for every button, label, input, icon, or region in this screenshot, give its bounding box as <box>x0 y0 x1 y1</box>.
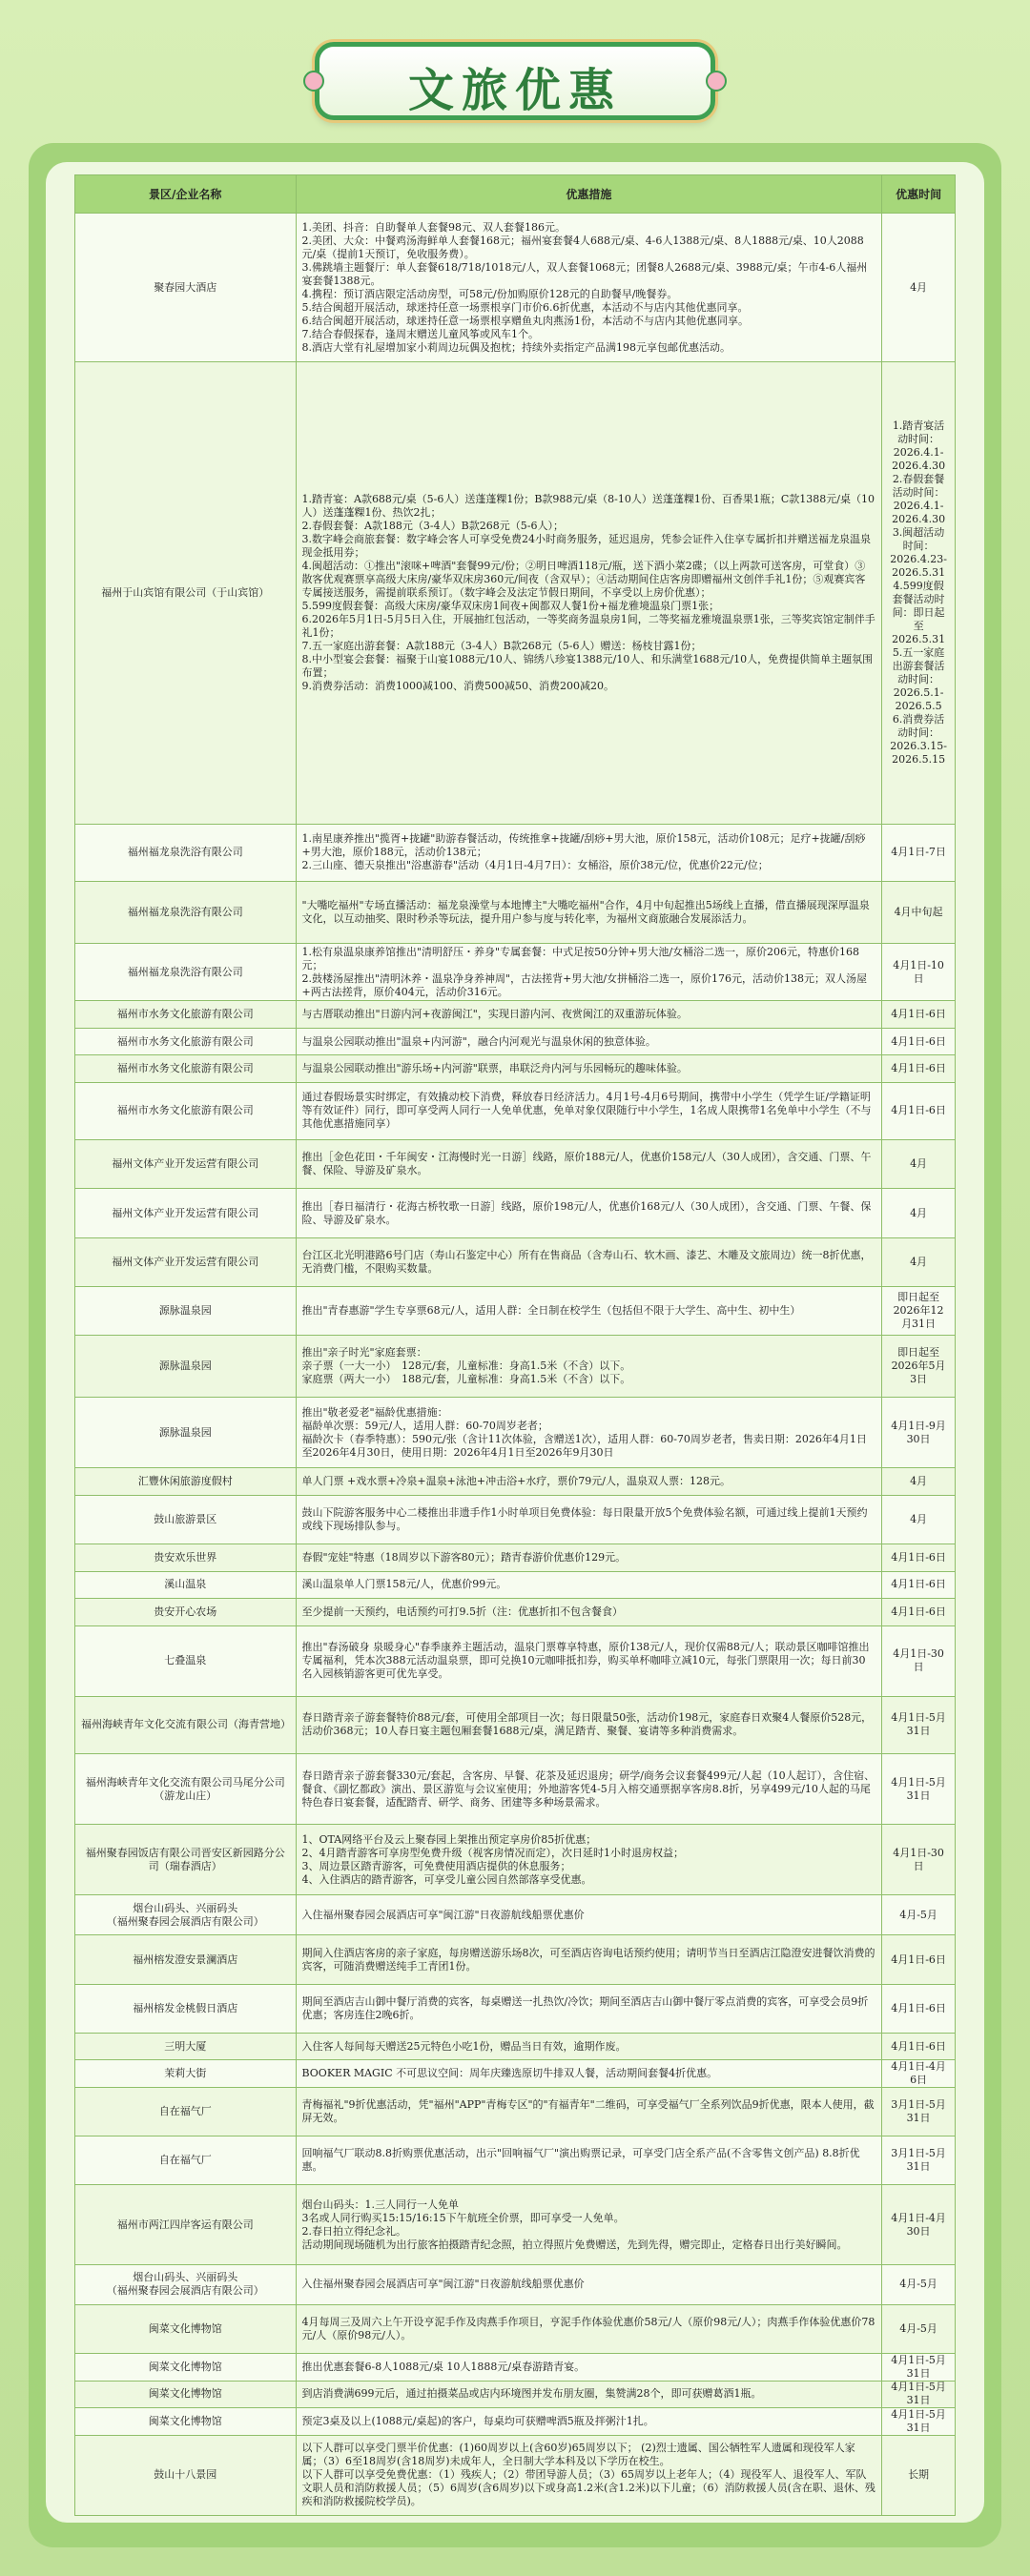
entity-name: 聚春园大酒店 <box>75 214 297 361</box>
table-row <box>75 1572 955 1599</box>
entity-name: 源脉温泉园 <box>75 1398 297 1467</box>
discount-period: 4月1日-30日 <box>893 1846 944 1872</box>
entity-name: 溪山温泉 <box>75 1572 297 1598</box>
entity-name: 福州海峡青年文化交流有限公司（海青营地） <box>75 1697 297 1753</box>
entity-name: 闽菜文化博物馆 <box>75 2408 297 2434</box>
discount-measures: 春假"宠娃"特惠（18周岁以下游客80元）；踏青春游价优惠价129元。 <box>297 1544 883 1570</box>
discount-period: 4月-5月 <box>882 2265 955 2304</box>
discount-measures: 以下人群可以享受门票半价优惠：(1)60周岁以上(含60岁)65周岁以下； (2)烈士遗属、国公牺牲军人遗属和现役军人家属；（3）6至18周岁(含18周岁)未成年人，全日制大学本科及以下学历在校生。 以下人群可以享受免费优惠：（1）残疾人；（2）带团导游人员；（3）65周岁以上老年人；（4）现役军人、退役军人、军队文职人员和消防救援人员；（5）6周岁(含6周岁)以下或身高1.2米(含1.2米)以下儿童；（6）消防救援人员(含在职、退休、残疾和消防救援院校学员)。 <box>297 2436 883 2515</box>
discount-period: 4月1日-6日 <box>891 1952 946 1966</box>
discount-period: 4月1日-5月31日 <box>882 2354 955 2380</box>
discount-period: 即日起至 2026年12月31日 <box>882 1287 955 1335</box>
table-row <box>75 1468 955 1495</box>
discount-measures: 推出"敬老爱老"福龄优惠措施： 福龄单次票：59元/人，适用人群：60-70周岁老者； 福龄次卡（春季特惠）：590元/张（含计11次体验，含赠送1次），适用人群：60-70周岁老者，售卖日期：2026年4月1日至2026年4月30日，使用日期：2026年4月1日至2026年9月30日 <box>297 1398 883 1467</box>
table-row <box>75 1001 955 1028</box>
entity-name: 福州榕发金桃假日酒店 <box>75 1985 297 2033</box>
header-measures: 优惠措施 <box>297 175 883 213</box>
discount-measures: 1.美团、抖音：自助餐单人套餐98元、双人套餐186元。 2.美团、大众：中餐鸡汤海鲜单人套餐168元；福州宴套餐4人688元/桌、4-6人1388元/桌、8人1888元/桌、10人2088元/桌（提前1天预订，免收服务费）。 3.佛跳墙主题餐厅：单人套餐618/718/1018元/人，双人套餐1068元；团餐8人2688元/桌、3988元/桌；午市4-6人福州宴套餐1388元。 4.携程：预订酒店限定活动房型，可58元/份加购原价128元的自助餐早/晚餐券。 5.结合闽超开展活动，球迷持任意一场票根享门市价6.6折优惠，本活动不与店内其他优惠同享。 6.结合闽超开展活动，球迷持任意一场票根享赠鱼丸肉燕汤1份，本活动不与店内其他优惠同享。 7.结合春假探春，逢周末赠送儿童风筝或风车1个。 8.酒店大堂有礼屋增加家小莉周边玩偶及抱枕；持续外卖指定产品满198元享包邮优惠活动。 <box>297 214 883 361</box>
table-row <box>75 1496 955 1544</box>
table-row <box>75 825 955 882</box>
discount-period: 1.踏青宴活动时间： 2026.4.1-2026.4.30 2.春假套餐活动时间： 2026.4.1-2026.4.30 3.闽超活动时间： 2026.4.23-2026.5.31 4.599度假套餐活动时间：即日起至2026.5.31 5.五一家庭出游套餐活动时间： 2026.5.1-2026.5.5 6.消费券活动时间： 2026.3.15-2026.5.15 <box>890 419 947 766</box>
table-row <box>75 2034 955 2060</box>
entity-name: 福州榕发澄安景澜酒店 <box>75 1935 297 1983</box>
discount-measures: 春日踏青亲子游套餐330元/套起，含客房、早餐、花茶及延迟退房；研学/商务会议套餐499元/人起（10人起订），含住宿、餐食、《副忆都政》演出、景区游览与会议室使用；外地游客凭4-5月入榕交通票据享客房8.8折，另享499元/10人起的马尾特色春日宴套餐，适配踏青、研学、商务、团建等多种场景需求。 <box>297 1754 883 1824</box>
entity-name: 茉莉大街 <box>75 2060 297 2086</box>
discount-period: 4月1日-6日 <box>891 2039 946 2053</box>
entity-name: 福州于山宾馆有限公司（于山宾馆） <box>75 362 297 823</box>
discount-measures: 1、OTA网络平台及云上聚春园上架推出预定享房价85折优惠； 2、4月踏青游客可享房型免费升级（视客房情况而定），次日延时1小时退房权益； 3、周边景区踏青游客，可免费使用酒店提供的休息服务； 4、入住酒店的踏青游客，可享受儿童公园自然部落享受优惠。 <box>297 1825 883 1894</box>
discount-period: 4月1日-4月6日 <box>882 2060 955 2086</box>
discount-measures: 4月每周三及周六上午开设亨泥手作及肉燕手作项目，亨泥手作体验优惠价58元/人（原价98元/人）；肉燕手作体验优惠价78元/人（原价98元/人）。 <box>297 2305 883 2353</box>
discount-period: 4月1日-6日 <box>891 1605 946 1618</box>
table-row <box>75 1697 955 1754</box>
discount-period: 4月1日-5月31日 <box>891 2381 946 2407</box>
table-row <box>75 1626 955 1697</box>
discount-measures: 推出优惠套餐6-8人1088元/桌 10人1888元/桌春游踏青宴。 <box>297 2354 883 2380</box>
discount-period: 4月 <box>882 1496 955 1544</box>
discount-measures: 青梅福礼"9折优惠活动，凭"福州"APP"青梅专区"的"有福青年"二维码，可享受福气厂全系列饮品9折优惠，限本人使用，截屏无效。 <box>297 2088 883 2136</box>
entity-name: 三明大厦 <box>75 2034 297 2059</box>
discount-period: 4月1日-4月30日 <box>891 2211 946 2238</box>
discount-period: 4月中旬起 <box>894 905 943 918</box>
discount-measures: 入住福州聚春园会展酒店可享"闽江游"日夜游航线船票优惠价 <box>297 2265 883 2304</box>
entity-name: 鼓山十八景园 <box>75 2436 297 2515</box>
table-row <box>75 2136 955 2185</box>
discount-period: 4月1日-6日 <box>891 1062 946 1075</box>
discount-measures: 至少提前一天预约，电话预约可打9.5折（注：优惠折扣不包含餐食） <box>297 1599 883 1625</box>
discount-period: 长期 <box>908 2468 930 2482</box>
discount-measures: 期间至酒店吉山御中餐厅消费的宾客，每桌赠送一扎热饮/冷饮；期间至酒店吉山御中餐厅零点消费的宾客，可享受会员9折优惠；客房连住2晚6折。 <box>297 1985 883 2033</box>
discount-period: 4月1日-5月31日 <box>882 2408 955 2434</box>
discount-period: 4月1日-10日 <box>882 944 955 1000</box>
discount-period: 4月1日-6日 <box>882 1029 955 1054</box>
discount-period: 4月 <box>910 1475 928 1488</box>
discount-measures: 烟台山码头：1.三人同行一人免单 3名或人同行购买15:15/16:15下午航班全价票，即可享受一人免单。 2.春日拍立得纪念礼。 活动期间现场随机为出行旅客拍摄踏青纪念照，拍立得照片免费赠送，先到先得，赠完即止，定格春日出行美好瞬间。 <box>297 2185 883 2263</box>
discount-measures: 与温泉公园联动推出"游乐场+内河游"联票，串联泛舟内河与乐园畅玩的趣味体验。 <box>297 1055 883 1081</box>
discount-measures: 台江区北光明港路6号门店（寿山石鉴定中心）所有在售商品（含寿山石、软木画、漆艺、木雕及文旅周边）统一8折优惠，无消费门槛，不限购买数量。 <box>297 1238 883 1286</box>
entity-name: 福州市水务文化旅游有限公司 <box>75 1029 297 1054</box>
table-row <box>75 1935 955 1984</box>
table-row <box>75 362 955 824</box>
entity-name: 烟台山码头、兴丽码头 （福州聚春园会展酒店有限公司） <box>75 2265 297 2304</box>
table-row <box>75 2408 955 2435</box>
discount-period: 3月1日-5月31日 <box>882 2136 955 2184</box>
discount-measures: 推出［金色花田・千年闽安・江海慢时光一日游］线路，原价188元/人，优惠价158元/人（30人成团），含交通、门票、午餐、保险、导游及矿泉水。 <box>297 1140 883 1188</box>
entity-name: 贵安欢乐世界 <box>75 1544 297 1570</box>
table-row <box>75 1599 955 1625</box>
discount-period: 4月1日-5月31日 <box>891 1711 946 1738</box>
table-row <box>75 1055 955 1082</box>
entity-name: 福州海峡青年文化交流有限公司马尾分公司（游龙山庄） <box>75 1754 297 1824</box>
table-row <box>75 944 955 1001</box>
discount-measures: 春日踏青亲子游套餐特价88元/套，可使用全部项目一次；每日限量50张，活动价198元，家庭春日欢聚4人餐原价528元，活动价368元；10人春日宴主题包厢套餐1688元/桌，满足踏青、聚餐、宴请等多种消费需求。 <box>297 1697 883 1753</box>
entity-name: 福州市水务文化旅游有限公司 <box>75 1055 297 1081</box>
entity-name: 汇豐休闲旅游度假村 <box>75 1468 297 1494</box>
discount-period: 4月1日-30日 <box>882 1626 955 1696</box>
table-row <box>75 2305 955 2354</box>
table-row <box>75 2382 955 2408</box>
entity-name: 福州市水务文化旅游有限公司 <box>75 1001 297 1027</box>
discount-period: 4月1日-7日 <box>882 825 955 881</box>
table-row <box>75 1336 955 1398</box>
table-row <box>75 1985 955 2034</box>
table-row <box>75 2265 955 2305</box>
table-row <box>75 1189 955 1237</box>
entity-name: 贵安开心农场 <box>75 1599 297 1625</box>
discount-period: 4月1日-5月31日 <box>882 1754 955 1824</box>
table-row <box>75 1544 955 1571</box>
discount-measures: 预定3桌及以上(1088元/桌起)的客户，每桌均可获赠啤酒5瓶及拌粥汁1扎。 <box>297 2408 883 2434</box>
discount-period: 4月1日-6日 <box>891 1550 946 1564</box>
discount-period: 4月1日-6日 <box>882 1083 955 1139</box>
entity-name: 闽菜文化博物馆 <box>75 2354 297 2380</box>
table-row <box>75 1825 955 1895</box>
entity-name: 福州聚春园饭店有限公司晋安区新园路分公司（瑞春酒店） <box>75 1825 297 1894</box>
entity-name: 自在福气厂 <box>75 2088 297 2136</box>
discount-period: 4月-5月 <box>899 2321 937 2335</box>
table-row <box>75 2185 955 2264</box>
discount-measures: 推出"亲子时光"家庭套票： 亲子票（一大一小） 128元/套，儿童标准：身高1.5米（不含）以下。 家庭票（两大一小） 188元/套，儿童标准：身高1.5米（不含）以下。 <box>297 1336 883 1397</box>
discount-measures: "大嘴吃福州"专场直播活动：福龙泉澡堂与本地博主"大嘴吃福州"合作，4月中旬起推出5场线上直播，借直播展现深厚温泉文化，以互动抽奖、限时秒杀等玩法，提升用户参与度与转化率，为福州文商旅融合发展添活力。 <box>297 882 883 943</box>
table-row <box>75 1287 955 1336</box>
table-row <box>75 882 955 944</box>
discount-period: 4月-5月 <box>882 1895 955 1934</box>
header-name: 景区/企业名称 <box>75 175 297 213</box>
entity-name: 福州文体产业开发运营有限公司 <box>75 1189 297 1237</box>
entity-name: 烟台山码头、兴丽码头 （福州聚春园会展酒店有限公司） <box>75 1895 297 1934</box>
discount-measures: 1.踏青宴：A款688元/桌（5-6人）送蓬蓬粿1份；B款988元/桌（8-10人）送蓬蓬粿1份、百香果1瓶；C款1388元/桌（10人）送蓬蓬粿1份、热饮2扎； 2.春假套餐：A款188元（3-4人）B款268元（5-6人）； 3.数字峰会商旅套餐：数字峰会客人可享受免费24小时商务服务，延迟退房，凭参会证件入住享专属折扣并赠送福龙泉温泉现金抵用券； 4.闽超活动：①推出"滚咪+啤酒"套餐99元/份；②明日啤酒118元/瓶，送下酒小菜2碟；（以上两款可送客房，可堂食）③散客优观赛票享高级大床房/豪华双床房360元/间夜（含双早）；④活动期间住店客房即赠福州文创伴手礼1份；⑤观赛宾客专属接送服务，需提前联系预订。（数字峰会及法定节假日期间，不享受以上房价优惠）； 5.599度假套餐：高级大床房/豪华双床房1间夜+闽都双人餐1份+福龙雅境温泉门票1张； 6.2026年5月1日-5月5日入住，开展抽红包活动，一等奖商务温泉房1间，二等奖福龙雅境温泉票1张，三等奖宾馆定制伴手礼1份； 7.五一家庭出游套餐：A款188元（3-4人）B款268元（5-6人）赠送：杨枝甘露1份； 8.中小型宴会套餐：福聚于山宴1088元/10人、锦绣八珍宴1388元/10人、和乐满堂1688元/10人，免费提供简单主题氛围布置； 9.消费券活动：消费1000减100、消费500减50、消费200减20。 <box>297 362 883 823</box>
table-row <box>75 2436 955 2515</box>
discount-measures: 推出"青春惠游"学生专享票68元/人，适用人群：全日制在校学生（包括但不限于大学生、高中生、初中生） <box>297 1287 883 1335</box>
table-row <box>75 1029 955 1055</box>
title-banner <box>305 36 725 126</box>
discount-period: 即日起至 2026年5月3日 <box>891 1346 946 1386</box>
discount-measures: 入住客人每间每天赠送25元特色小吃1份，赠品当日有效，逾期作废。 <box>297 2034 883 2059</box>
entity-name: 福州福龙泉洗浴有限公司 <box>75 882 297 943</box>
entity-name: 福州市两江四岸客运有限公司 <box>75 2185 297 2263</box>
entity-name: 福州福龙泉洗浴有限公司 <box>75 944 297 1000</box>
discount-measures: 与古厝联动推出"日游内河+夜游闽江"，实现日游内河、夜赏闽江的双重游玩体验。 <box>297 1001 883 1027</box>
entity-name: 福州福龙泉洗浴有限公司 <box>75 825 297 881</box>
page-title: 文旅优惠 <box>407 64 622 117</box>
table-row <box>75 1895 955 1935</box>
table-row <box>75 2354 955 2381</box>
table-row <box>75 1754 955 1825</box>
table-row <box>75 214 955 362</box>
discount-period: 4月 <box>882 1189 955 1237</box>
discount-measures: 溪山温泉单人门票158元/人，优惠价99元。 <box>297 1572 883 1598</box>
discount-period: 3月1日-5月31日 <box>891 2098 946 2125</box>
discount-period: 4月 <box>910 1255 928 1268</box>
table-row <box>75 1140 955 1189</box>
discount-period: 4月1日-6日 <box>882 1985 955 2033</box>
discount-measures: 入住福州聚春园会展酒店可享"闽江游"日夜游航线船票优惠价 <box>297 1895 883 1934</box>
discount-period: 4月1日-6日 <box>891 1008 946 1021</box>
table-row <box>75 1083 955 1140</box>
discount-measures: 推出［春日福清行・花海古桥牧歌一日游］线路，原价198元/人，优惠价168元/人（30人成团），含交通、门票、午餐、保险、导游及矿泉水。 <box>297 1189 883 1237</box>
discount-measures: BOOKER MAGIC 不可思议空间：周年庆臻选原切牛排双人餐，活动期间套餐4折优惠。 <box>297 2060 883 2086</box>
discount-measures: 与温泉公园联动推出"温泉+内河游"，融合内河观光与温泉休闲的独意体验。 <box>297 1029 883 1054</box>
discount-measures: 回响福气厂联动8.8折购票优惠活动，出示"回响福气厂"演出购票记录，可享受门店全系产品(不含零售文创产品) 8.8折优惠。 <box>297 2136 883 2184</box>
table-row <box>75 1238 955 1287</box>
table-row <box>75 1398 955 1468</box>
entity-name: 福州市水务文化旅游有限公司 <box>75 1083 297 1139</box>
discount-period: 4月 <box>910 1157 928 1171</box>
entity-name: 七叠温泉 <box>75 1626 297 1696</box>
entity-name: 福州文体产业开发运营有限公司 <box>75 1238 297 1286</box>
entity-name: 福州文体产业开发运营有限公司 <box>75 1140 297 1188</box>
discount-table <box>74 174 956 2516</box>
discount-measures: 推出"春汤破身 泉暖身心"春季康养主题活动，温泉门票尊享特惠，原价138元/人，现价仅需88元/人；联动景区咖啡馆推出专属福利，凭本次388元活动温泉票，即可兑换10元咖啡抵扣券，购买单杯咖啡立减10元，每张门票限用一次；每日前30名入园核销游客更可优先享受。 <box>297 1626 883 1696</box>
table-row <box>75 2060 955 2087</box>
discount-period: 4月 <box>882 214 955 361</box>
entity-name: 闽菜文化博物馆 <box>75 2382 297 2407</box>
discount-measures: 1.松有泉温泉康养馆推出"清明舒压・养身"专属套餐：中式足按50分钟+男大池/女桶浴二选一，原价206元，特惠价168元； 2.鼓楼汤屋推出"清明沐养・温泉净身养神周"，古法搓背+男大池/女拼桶浴二选一，原价176元，活动价138元；双人汤屋+两古法搓背，原价404元，活动价316元。 <box>297 944 883 1000</box>
table-header-row <box>75 175 955 214</box>
discount-measures: 1.南星康养推出"揽胥+拢罐"助游春餐活动，传统推拿+拢罐/刮痧+男大池，原价158元，活动价108元；足疗+拢罐/刮痧+男大池，原价188元，活动价138元； 2.三山座、德天泉推出"浴惠游春"活动（4月1日-4月7日）：女桶浴，原价38元/位，优惠价22元/位； <box>297 825 883 881</box>
discount-measures: 单人门票 +戏水票+冷泉+温泉+泳池+冲击浴+水疗，票价79元/人，温泉双人票：128元。 <box>297 1468 883 1494</box>
entity-name: 闽菜文化博物馆 <box>75 2305 297 2353</box>
entity-name: 源脉温泉园 <box>75 1336 297 1397</box>
entity-name: 自在福气厂 <box>75 2136 297 2184</box>
discount-measures: 通过春假场景实时绑定，有效撬动校下消费，释放春日经济活力。4月1号-4月6号期间，携带中小学生（凭学生证/学籍证明等有效证件）同行，即可享受两人同行一人免单优惠，免单对象仅限随行中小学生，1名成人限携带1名免单中小学生（不与其他优惠措施同享） <box>297 1083 883 1139</box>
table-row <box>75 2088 955 2136</box>
discount-period: 4月1日-9月30日 <box>882 1398 955 1467</box>
discount-measures: 到店消费满699元后，通过拍摄菜品或店内环境图并发布朋友圈，集赞满28个，即可获赠葛酒1瓶。 <box>297 2382 883 2407</box>
discount-measures: 期间入住酒店客房的亲子家庭，每房赠送游乐场8次，可至酒店咨询电话预约使用；请明节当日至酒店江隐澄安进餐饮消费的宾客，可随消费赠送纯手工青团1份。 <box>297 1935 883 1983</box>
discount-measures: 鼓山下院游客服务中心二楼推出非遗手作1小时单项目免费体验：每日限量开放5个免费体验名额，可通过线上提前1天预约或线下现场排队参与。 <box>297 1496 883 1544</box>
entity-name: 鼓山旅游景区 <box>75 1496 297 1544</box>
header-time: 优惠时间 <box>882 175 955 213</box>
discount-period: 4月1日-6日 <box>882 1572 955 1598</box>
entity-name: 源脉温泉园 <box>75 1287 297 1335</box>
